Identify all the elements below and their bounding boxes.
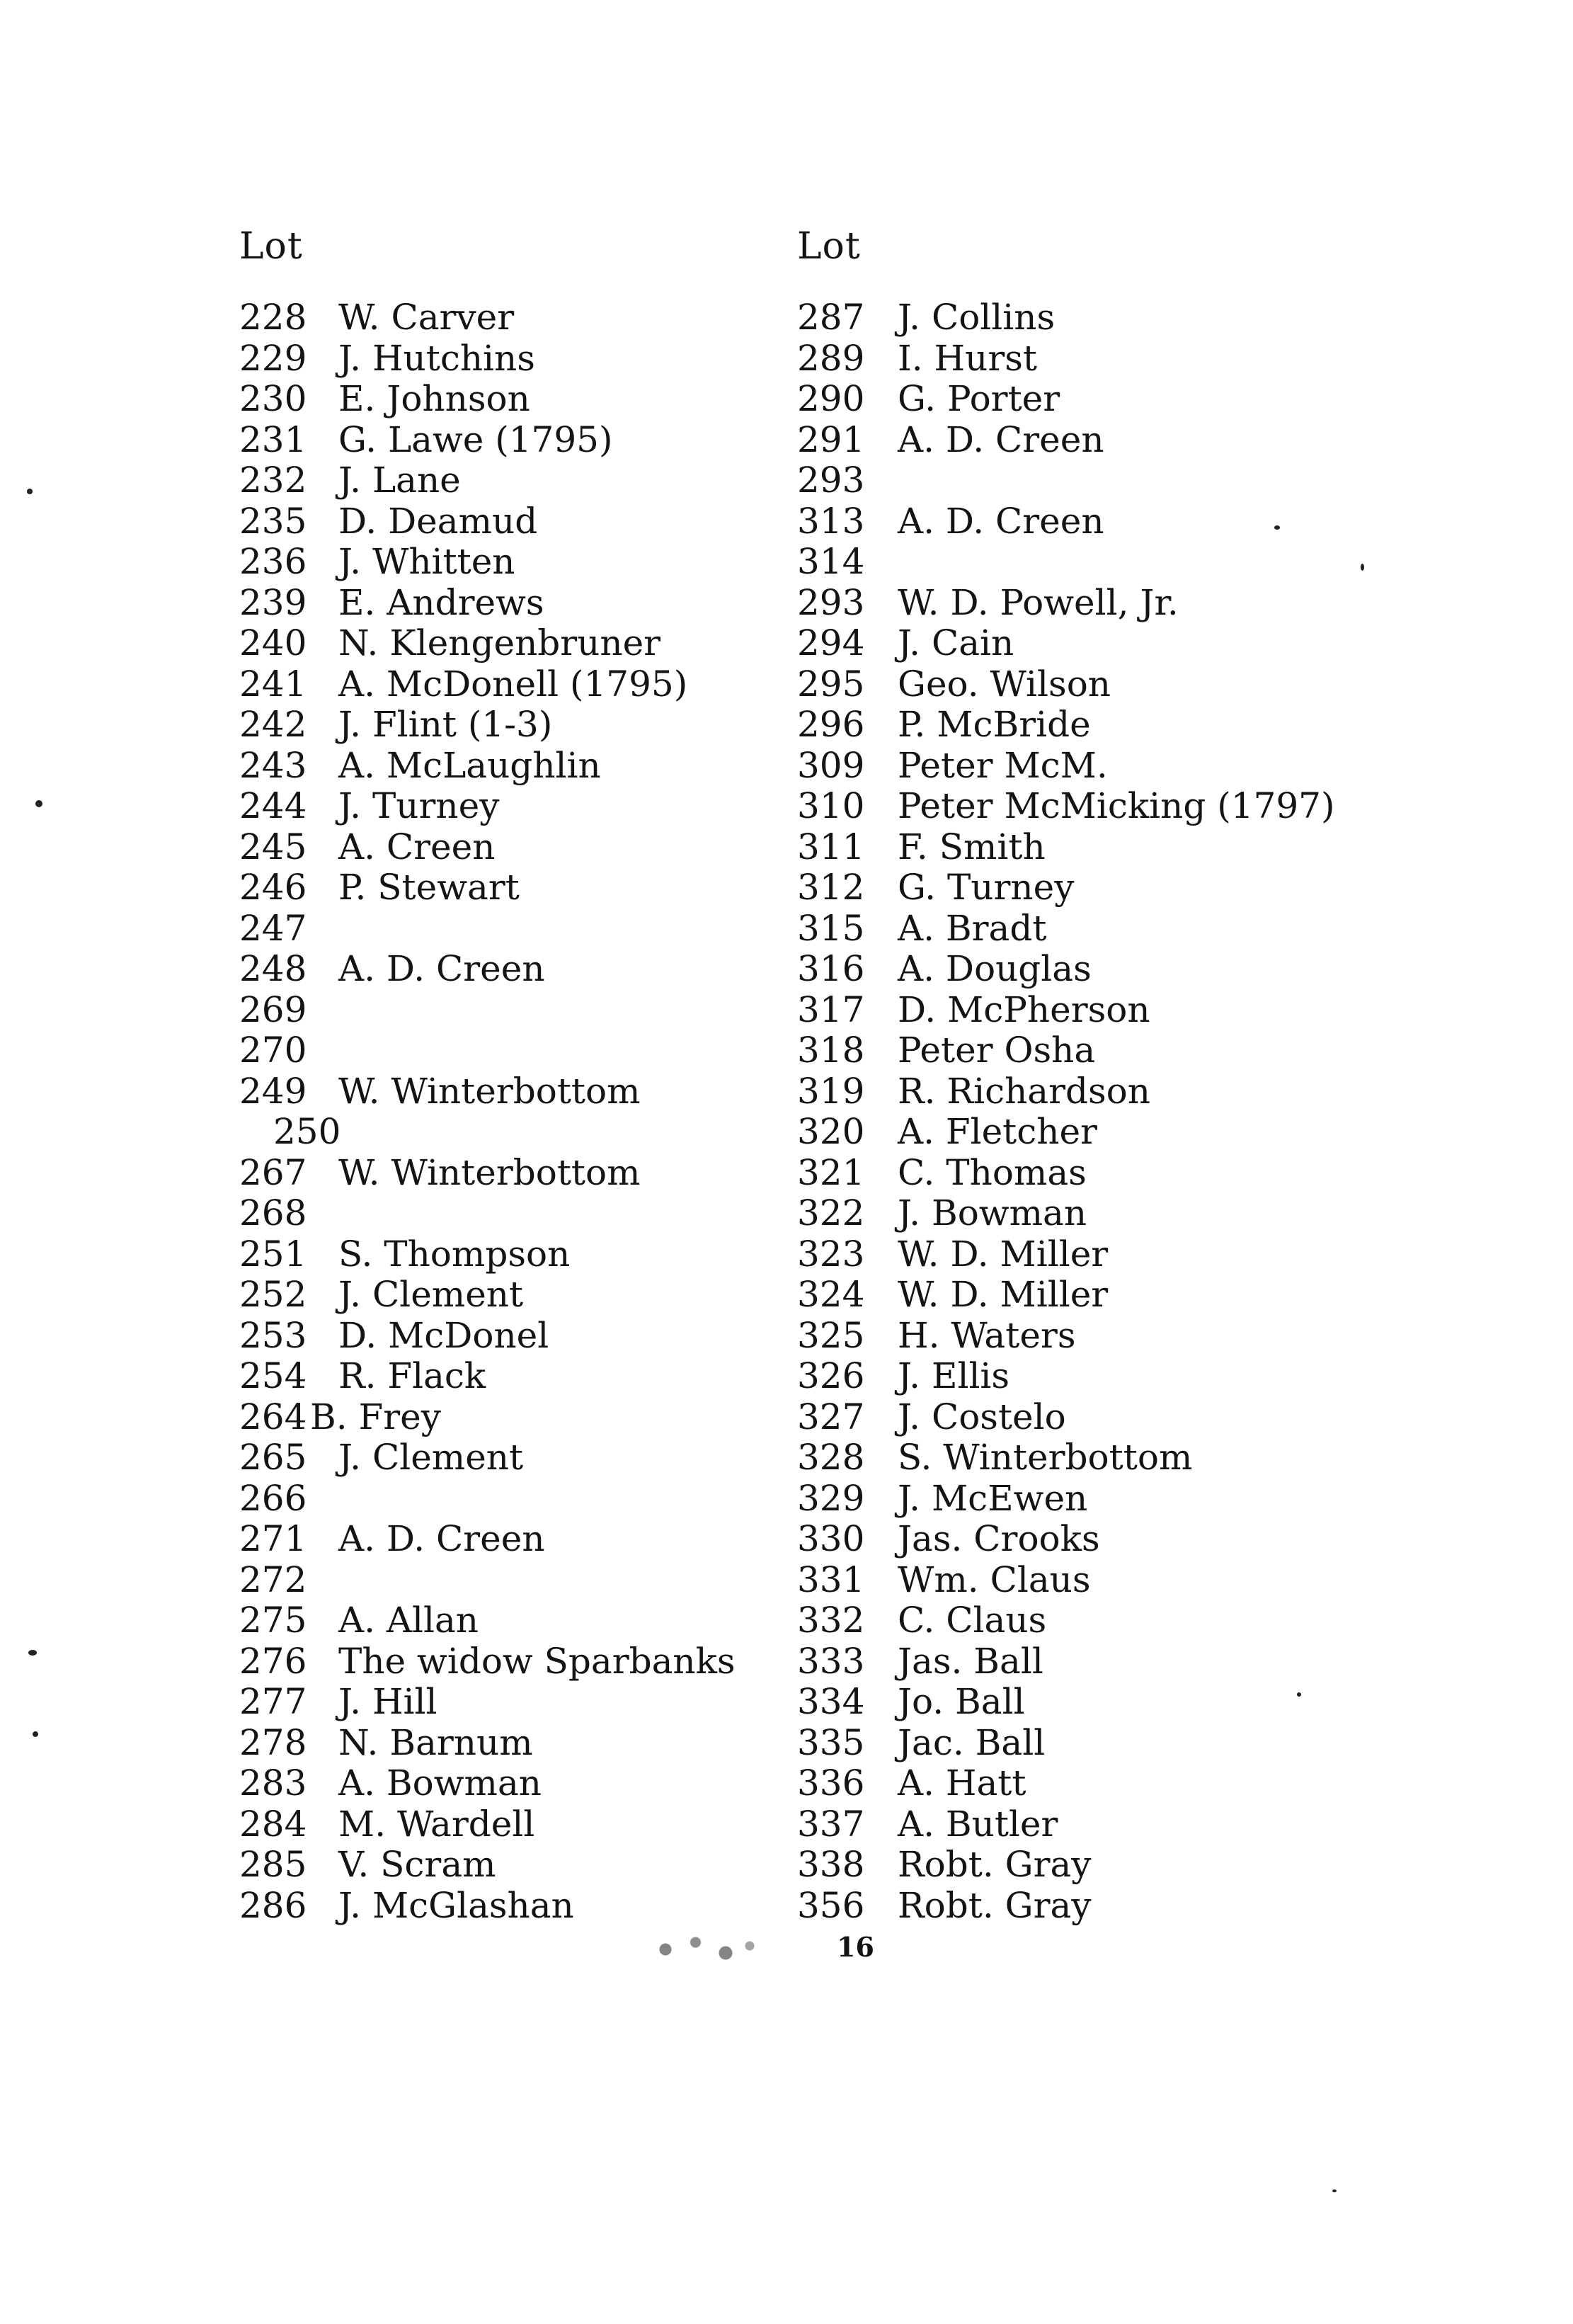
lot-owner-name: Robt. Gray: [898, 1884, 1092, 1926]
lot-row: [239, 949, 777, 990]
lot-row: [797, 501, 1420, 542]
lot-row: [239, 664, 777, 705]
lot-row: [797, 1356, 1420, 1397]
lot-owner-name: F. Smith: [898, 826, 1046, 867]
lot-owner-name: G. Porter: [898, 378, 1060, 419]
lot-owner-name: Geo. Wilson: [898, 663, 1111, 705]
lot-owner-name: N. Barnum: [338, 1721, 533, 1763]
lot-number: 229: [239, 337, 307, 379]
lot-owner-name: E. Johnson: [338, 378, 530, 419]
lot-number: 316: [797, 948, 865, 989]
lot-number: 236: [239, 541, 307, 582]
lot-row: [797, 1234, 1420, 1275]
lot-owner-name: J. Clement: [338, 1274, 524, 1315]
lot-number: 242: [239, 704, 307, 745]
lot-row: [797, 746, 1420, 787]
lot-owner-name: A. D. Creen: [338, 1518, 545, 1559]
lot-row: [239, 990, 777, 1031]
lot-row: [239, 1356, 777, 1397]
lot-owner-name: J. McGlashan: [338, 1884, 574, 1926]
lot-number: 275: [239, 1600, 307, 1641]
lot-number: 331: [797, 1559, 865, 1600]
lot-row: [239, 1723, 777, 1764]
lot-row: [797, 867, 1420, 908]
lot-number: 332: [797, 1600, 865, 1641]
right-lot-column: [797, 225, 1420, 1926]
lot-owner-name: P. Stewart: [338, 867, 520, 908]
lot-owner-name: A. Hatt: [898, 1762, 1026, 1804]
lot-owner-name: J. Flint (1-3): [338, 704, 553, 745]
lot-row: [239, 1804, 777, 1845]
lot-number: 284: [239, 1803, 307, 1845]
lot-row: [239, 786, 777, 827]
lot-owner-name: E. Andrews: [338, 581, 544, 623]
lot-number: 325: [797, 1314, 865, 1356]
lot-owner-name: J. Clement: [338, 1437, 524, 1478]
lot-number: 290: [797, 378, 865, 419]
lot-owner-name: S. Thompson: [338, 1233, 571, 1275]
lot-owner-name: J. Costelo: [898, 1396, 1066, 1437]
lot-number: 248: [239, 948, 307, 989]
lot-owner-name: J. Turney: [338, 785, 500, 826]
lot-row: [239, 1519, 777, 1560]
left-column-header: Lot: [239, 225, 303, 268]
lot-number: 313: [797, 500, 865, 542]
lot-owner-name: V. Scram: [338, 1844, 496, 1885]
lot-row: [239, 1682, 777, 1723]
lot-row: [797, 827, 1420, 868]
lot-number: 277: [239, 1681, 307, 1722]
lot-number: 293: [797, 581, 865, 623]
lot-owner-name: P. McBride: [898, 704, 1091, 745]
lot-number: 246: [239, 867, 307, 908]
lot-row: [797, 1519, 1420, 1560]
lot-number: 333: [797, 1640, 865, 1682]
lot-number: 245: [239, 826, 307, 867]
lot-row: [239, 1479, 777, 1520]
lot-number: 243: [239, 744, 307, 786]
lot-row: [797, 379, 1420, 420]
lot-row: [797, 908, 1420, 950]
scan-speck: [35, 800, 42, 807]
lot-row: [797, 1030, 1420, 1071]
lot-row: [797, 1641, 1420, 1682]
lot-row: [797, 1479, 1420, 1520]
lot-owner-name: A. D. Creen: [898, 418, 1104, 460]
lot-number: 253: [239, 1314, 307, 1356]
lot-owner-name: D. McPherson: [898, 989, 1150, 1030]
lot-row: [797, 460, 1420, 501]
lot-owner-name: W. Winterbottom: [338, 1070, 641, 1112]
lot-number: 264: [239, 1396, 307, 1437]
lot-number: 291: [797, 418, 865, 460]
lot-row: [239, 1845, 777, 1886]
scan-speck: [33, 1731, 38, 1737]
lot-number: 328: [797, 1437, 865, 1478]
lot-owner-name: A. Butler: [898, 1803, 1058, 1845]
lot-number: 239: [239, 581, 307, 623]
lot-row: [797, 1071, 1420, 1112]
lot-owner-name: W. Winterbottom: [338, 1151, 641, 1193]
lot-row: [797, 1275, 1420, 1316]
lot-owner-name: J. Ellis: [898, 1355, 1010, 1396]
lot-number: 267: [239, 1151, 307, 1193]
lot-row: [797, 664, 1420, 705]
lot-number: 251: [239, 1233, 307, 1275]
lot-row: [239, 583, 777, 624]
lot-owner-name: B. Frey: [310, 1396, 441, 1437]
lot-owner-name: A. Creen: [338, 826, 496, 867]
lot-number: 254: [239, 1355, 307, 1396]
lot-owner-name: A. McDonell (1795): [338, 663, 688, 705]
lot-row: [797, 1153, 1420, 1194]
lot-row: [797, 1763, 1420, 1804]
lot-row: [797, 583, 1420, 624]
lot-row: [239, 379, 777, 420]
lot-row: [797, 623, 1420, 664]
lot-number: 338: [797, 1844, 865, 1885]
lot-number: 250: [273, 1111, 341, 1152]
lot-owner-name: J. Cain: [898, 622, 1014, 663]
lot-row: [797, 542, 1420, 583]
lot-row: [239, 746, 777, 787]
lot-number: 337: [797, 1803, 865, 1845]
lot-number: 240: [239, 622, 307, 663]
lot-number: 295: [797, 663, 865, 705]
lot-row: [797, 1316, 1420, 1357]
lot-number: 315: [797, 907, 865, 949]
lot-number: 318: [797, 1030, 865, 1071]
lot-row: [797, 1437, 1420, 1479]
lot-number: 228: [239, 297, 307, 338]
lot-row: [239, 623, 777, 664]
lot-row: [797, 1560, 1420, 1601]
lot-owner-name: J. Hutchins: [338, 337, 535, 379]
lot-number: 247: [239, 907, 307, 949]
lot-owner-name: Wm. Claus: [898, 1559, 1091, 1600]
scan-speck: [1297, 1692, 1301, 1697]
lot-row: [239, 1234, 777, 1275]
lot-number: 249: [239, 1070, 307, 1112]
lot-owner-name: A. McLaughlin: [338, 744, 601, 786]
lot-owner-name: J. Hill: [338, 1681, 437, 1722]
lot-owner-name: A. D. Creen: [338, 948, 545, 989]
scan-speck: [27, 489, 33, 494]
lot-number: 241: [239, 663, 307, 705]
lot-number: 265: [239, 1437, 307, 1478]
lot-number: 320: [797, 1111, 865, 1152]
lot-row: [239, 1153, 777, 1194]
lot-number: 269: [239, 989, 307, 1030]
lot-row: [239, 1071, 777, 1112]
lot-number: 319: [797, 1070, 865, 1112]
lot-row: [797, 990, 1420, 1031]
lot-owner-name: R. Richardson: [898, 1070, 1150, 1112]
lot-number: 232: [239, 460, 307, 501]
scan-speck: [1274, 525, 1280, 530]
lot-number: 283: [239, 1762, 307, 1804]
left-lot-list: [239, 297, 777, 1926]
lot-owner-name: D. Deamud: [338, 500, 538, 542]
lot-owner-name: J. Bowman: [898, 1192, 1087, 1234]
lot-owner-name: I. Hurst: [898, 337, 1037, 379]
lot-row: [239, 1275, 777, 1316]
lot-row: [797, 1804, 1420, 1845]
lot-owner-name: A. D. Creen: [898, 500, 1104, 542]
lot-owner-name: C. Claus: [898, 1600, 1047, 1641]
ink-smudge: [641, 1932, 762, 1967]
lot-number: 314: [797, 541, 865, 582]
lot-row: [239, 1763, 777, 1804]
lot-number: 309: [797, 744, 865, 786]
lot-number: 324: [797, 1274, 865, 1315]
lot-row: [797, 1600, 1420, 1641]
lot-row: [797, 1723, 1420, 1764]
lot-row: [797, 420, 1420, 461]
lot-owner-name: J. Lane: [338, 460, 461, 501]
lot-number: 270: [239, 1030, 307, 1071]
lot-owner-name: W. D. Miller: [898, 1233, 1109, 1275]
lot-row: [239, 1030, 777, 1071]
lot-row: [797, 297, 1420, 338]
lot-number: 327: [797, 1396, 865, 1437]
lot-row: [239, 705, 777, 746]
lot-number: 356: [797, 1884, 865, 1926]
lot-owner-name: W. D. Powell, Jr.: [898, 581, 1179, 623]
lot-row: [797, 1397, 1420, 1438]
lot-number: 286: [239, 1884, 307, 1926]
lot-owner-name: S. Winterbottom: [898, 1437, 1193, 1478]
lot-number: 287: [797, 297, 865, 338]
lot-owner-name: W. Carver: [338, 297, 515, 338]
lot-number: 271: [239, 1518, 307, 1559]
lot-owner-name: G. Turney: [898, 867, 1075, 908]
lot-number: 268: [239, 1192, 307, 1234]
lot-row: [797, 338, 1420, 380]
lot-number: 317: [797, 989, 865, 1030]
lot-owner-name: N. Klengenbruner: [338, 622, 661, 663]
lot-owner-name: W. D. Miller: [898, 1274, 1109, 1315]
lot-row: [797, 1682, 1420, 1723]
lot-number: 235: [239, 500, 307, 542]
lot-number: 330: [797, 1518, 865, 1559]
lot-owner-name: M. Wardell: [338, 1803, 535, 1845]
left-lot-column: [239, 225, 777, 1926]
lot-number: 294: [797, 622, 865, 663]
lot-row: [239, 1886, 777, 1927]
lot-row: [797, 1845, 1420, 1886]
lot-row: [239, 1193, 777, 1234]
lot-owner-name: J. Collins: [898, 297, 1056, 338]
lot-number: 334: [797, 1681, 865, 1722]
lot-owner-name: Peter Osha: [898, 1030, 1096, 1071]
lot-row: [239, 827, 777, 868]
lot-owner-name: J. McEwen: [898, 1477, 1088, 1519]
lot-number: 231: [239, 418, 307, 460]
lot-owner-name: R. Flack: [338, 1355, 486, 1396]
lot-number: 272: [239, 1559, 307, 1600]
scan-speck: [1361, 564, 1364, 571]
lot-row: [239, 460, 777, 501]
lot-row: [797, 1886, 1420, 1927]
lot-number: 289: [797, 337, 865, 379]
lot-owner-name: H. Waters: [898, 1314, 1076, 1356]
lot-row: [797, 786, 1420, 827]
lot-owner-name: The widow Sparbanks: [338, 1640, 736, 1682]
right-column-header: Lot: [797, 225, 861, 268]
lot-row: [239, 1112, 777, 1153]
lot-owner-name: Jas. Crooks: [898, 1518, 1100, 1559]
lot-row: [239, 1560, 777, 1601]
lot-owner-name: G. Lawe (1795): [338, 418, 613, 460]
lot-number: 276: [239, 1640, 307, 1682]
lot-number: 336: [797, 1762, 865, 1804]
lot-owner-name: Jo. Ball: [898, 1681, 1025, 1722]
lot-number: 323: [797, 1233, 865, 1275]
lot-owner-name: J. Whitten: [338, 541, 515, 582]
lot-row: [239, 1641, 777, 1682]
lot-row: [797, 705, 1420, 746]
lot-owner-name: Peter McMicking (1797): [898, 785, 1335, 826]
lot-number: 296: [797, 704, 865, 745]
lot-number: 293: [797, 460, 865, 501]
lot-row: [797, 1112, 1420, 1153]
lot-number: 230: [239, 378, 307, 419]
lot-owner-name: Robt. Gray: [898, 1844, 1092, 1885]
lot-number: 278: [239, 1721, 307, 1763]
lot-row: [239, 297, 777, 338]
lot-owner-name: Jac. Ball: [898, 1721, 1046, 1763]
page-number: 16: [837, 1931, 874, 1963]
lot-row: [239, 420, 777, 461]
right-lot-list: [797, 297, 1420, 1926]
lot-number: 322: [797, 1192, 865, 1234]
lot-number: 311: [797, 826, 865, 867]
lot-number: 326: [797, 1355, 865, 1396]
lot-row: [797, 949, 1420, 990]
lot-row: [239, 542, 777, 583]
lot-number: 252: [239, 1274, 307, 1315]
lot-number: 310: [797, 785, 865, 826]
lot-number: 312: [797, 867, 865, 908]
scan-speck: [28, 1650, 37, 1656]
lot-number: 329: [797, 1477, 865, 1519]
lot-row: [239, 1437, 777, 1479]
lot-owner-name: A. Bowman: [338, 1762, 542, 1804]
lot-row: [239, 1397, 777, 1438]
lot-row: [797, 1193, 1420, 1234]
scan-speck: [1332, 2189, 1337, 2192]
lot-number: 335: [797, 1721, 865, 1763]
lot-owner-name: C. Thomas: [898, 1151, 1087, 1193]
lot-row: [239, 1600, 777, 1641]
lot-number: 285: [239, 1844, 307, 1885]
lot-owner-name: Peter McM.: [898, 744, 1108, 786]
lot-owner-name: A. Douglas: [898, 948, 1092, 989]
lot-number: 244: [239, 785, 307, 826]
lot-owner-name: Jas. Ball: [898, 1640, 1043, 1682]
lot-row: [239, 338, 777, 380]
lot-row: [239, 501, 777, 542]
lot-row: [239, 908, 777, 950]
lot-owner-name: A. Allan: [338, 1600, 479, 1641]
lot-owner-name: A. Fletcher: [898, 1111, 1097, 1152]
lot-number: 266: [239, 1477, 307, 1519]
lot-row: [239, 1316, 777, 1357]
lot-number: 321: [797, 1151, 865, 1193]
lot-owner-name: A. Bradt: [898, 907, 1047, 949]
lot-row: [239, 867, 777, 908]
lot-owner-name: D. McDonel: [338, 1314, 549, 1356]
